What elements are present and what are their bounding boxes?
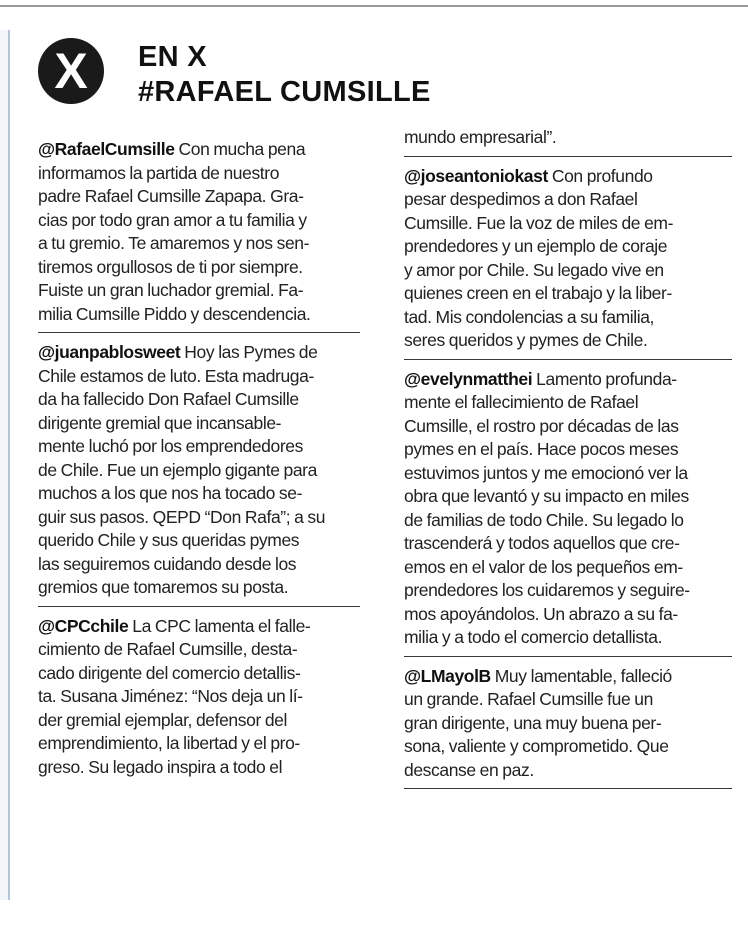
post-text: Con profundo pesar despedimos a don Rafael Cumsille. Fue la voz de miles de em- prendedores y un ejemplo de coraje y amor por Chile. Su legado vive en quienes creen en el trabajo y la liber- tad. Mis condolencias a su familia, seres queridos y pymes de Chile. (404, 165, 674, 350)
post-handle: @joseantoniokast (404, 165, 548, 186)
post-continuation (404, 126, 732, 157)
title-line-2: #RAFAEL CUMSILLE (138, 76, 431, 108)
post-text: Lamento profunda- mente el fallecimiento de Rafael Cumsille, el rostro por décadas de las pymes en el país. Hace pocos meses estuvimos juntos y me emocionó ver la obra que levantó y su impacto en miles de familias de todo Chile. Su legado lo trascenderá y todos aquellos que cre- emos en el valor de los pequeños em- prendedores los cuidaremos y seguire- mos apoyándolos. Un abrazo a su fa- milia y a todo el comercio detallista. (404, 368, 690, 647)
post-text: La CPC lamenta el falle- cimiento de Rafael Cumsille, desta- cado dirigente del comercio detallis- ta. Susana Jiménez: “Nos deja un lí- der gremial ejemplar, defensor del emprendimiento, la libertad y el pro- greso. Su legado inspira a todo el (38, 615, 311, 777)
post-handle: @LMayolB (404, 665, 491, 686)
right-column (404, 126, 732, 789)
post-handle: @RafaelCumsille (38, 139, 175, 159)
post-handle: @CPCchile (38, 615, 129, 636)
post-juanpablosweet (38, 333, 360, 607)
adjacent-column-edge (0, 30, 10, 900)
post-handle: @juanpablosweet (38, 342, 181, 362)
post-handle: @evelynmatthei (404, 368, 533, 389)
post-text: Muy lamentable, falleció un grande. Rafael Cumsille fue un gran dirigente, una muy buena per- sona, valiente y comprometido. Que descanse en paz. (404, 665, 672, 780)
section-title (138, 40, 431, 110)
post-rafaelcumsille (38, 130, 360, 333)
title-line-1: EN X (138, 41, 207, 73)
post-text: Hoy las Pymes de Chile estamos de luto. Esta madruga- da ha fallecido Don Rafael Cumsille dirigente gremial que incansable- mente luchó por los emprendedores de Chile. Fue un ejemplo gigante para muchos a los que nos ha tocado se- guir sus pasos. QEPD “Don Rafa”; a su querido Chile y sus queridas pymes las seguiremos cuidando desde los gremios que tomaremos su posta. (38, 342, 326, 597)
post-text: mundo empresarial”. (404, 127, 557, 147)
post-text: Con mucha pena informamos la partida de nuestro padre Rafael Cumsille Zapapa. Gra- cias por todo gran amor a tu familia y a tu gremio. Te amaremos y nos sen- tiremos orgullosos de ti por siempre. Fuiste un gran luchador gremial. Fa- milia Cumsille Piddo y descendencia. (38, 139, 311, 324)
left-column (38, 130, 360, 785)
x-logo-icon: X (38, 38, 104, 104)
post-joseantoniokast (404, 157, 732, 360)
post-cpcchile (38, 607, 360, 786)
post-lmayolb (404, 657, 732, 790)
post-evelynmatthei (404, 360, 732, 657)
top-rule (0, 5, 748, 7)
